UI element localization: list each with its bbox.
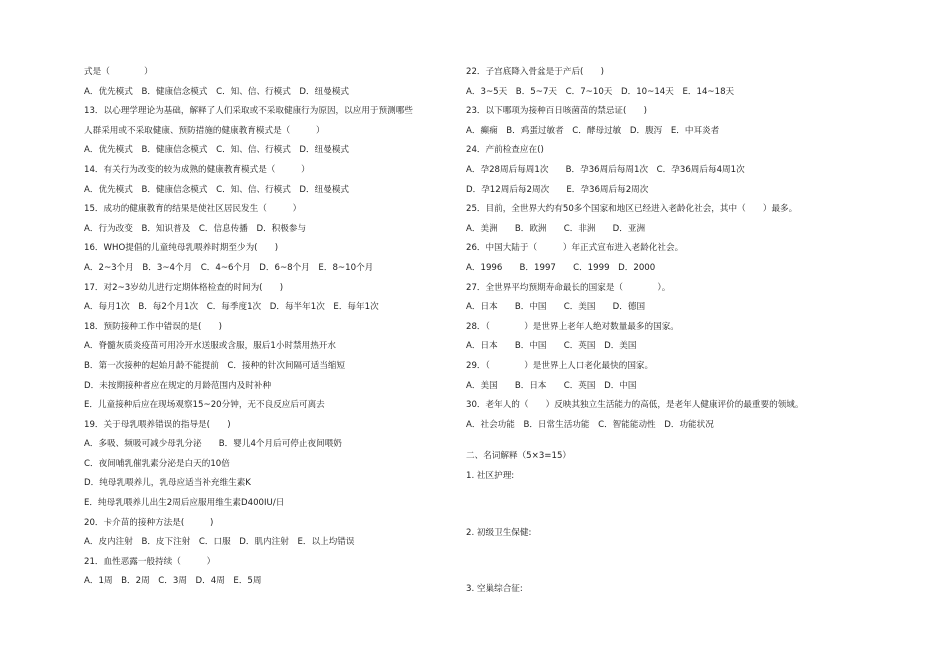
term-item: 2. 初级卫生保健: xyxy=(466,528,532,539)
text-line: 18．预防接种工作中错误的是( ) xyxy=(84,321,222,332)
text-line: A．行为改变 B．知识普及 C．信息传播 D．积极参与 xyxy=(84,223,307,234)
text-line: A．优先模式 B．健康信念模式 C．知、信、行模式 D．纽曼模式 xyxy=(84,86,350,97)
text-line: A．日本 B．中国 C．英国 D．美国 xyxy=(466,341,637,352)
text-line: 27．全世界平均预期寿命最长的国家是（ ）。 xyxy=(466,282,671,293)
text-line: D．未按期接种者应在规定的月龄范围内及时补种 xyxy=(84,380,272,391)
text-line: A．每月1次 B．每2个月1次 C．每季度1次 D．每半年1次 E．每年1次 xyxy=(84,302,379,313)
text-line: A．优先模式 B．健康信念模式 C．知、信、行模式 D．纽曼模式 xyxy=(84,145,350,156)
text-line: 17．对2~3岁幼儿进行定期体格检查的时间为( ) xyxy=(84,282,284,293)
text-line: 23．以下哪项为接种百日咳菌苗的禁忌证( ) xyxy=(466,106,647,117)
text-line: D．纯母乳喂养儿，乳母应适当补充维生素K xyxy=(84,478,251,489)
term-item: 1. 社区护理: xyxy=(466,470,515,481)
text-line: B．第一次接种的起始月龄不能提前 C．接种的针次间隔可适当缩短 xyxy=(84,360,346,371)
text-line: 15．成功的健康教育的结果是使社区居民发生（ ） xyxy=(84,204,302,215)
text-line: 19．关于母乳喂养错误的指导是( ) xyxy=(84,419,231,430)
text-line: A．脊髓灰质炎疫苗可用冷开水送服或含服，服后1小时禁用热开水 xyxy=(84,341,336,352)
term-item: 3. 空巢综合征: xyxy=(466,584,523,595)
text-line: A．美洲 B．欧洲 C．非洲 D．亚洲 xyxy=(466,223,646,234)
text-line: A．1周 B．2周 C．3周 D．4周 E．5周 xyxy=(84,576,262,587)
text-line: 26．中国大陆于（ ）年正式宣布进入老龄化社会。 xyxy=(466,243,684,254)
text-line: C．夜间哺乳催乳素分泌是白天的10倍 xyxy=(84,458,230,469)
text-line: 16．WHO提倡的儿童纯母乳喂养时期至少为( ) xyxy=(84,243,279,254)
text-line: 29．（ ）是世界上人口老化最快的国家。 xyxy=(466,360,654,371)
text-line: 30．老年人的（ ）反映其独立生活能力的高低，是老年人健康评价的最重要的领域。 xyxy=(466,400,804,411)
text-line: 13．以心理学理论为基础，解释了人们采取或不采取健康行为原因，以应用于预测哪些 xyxy=(84,106,413,117)
text-line: A．皮内注射 B．皮下注射 C．口服 D．肌内注射 E．以上均错误 xyxy=(84,537,355,548)
text-line: D．孕12周后每2周次 E．孕36周后每2周次 xyxy=(466,184,649,195)
text-line: 14．有关行为改变的较为成熟的健康教育模式是（ ） xyxy=(84,164,310,175)
text-line: A．3~5天 B．5~7天 C．7~10天 D．10~14天 E．14~18天 xyxy=(466,86,735,97)
text-line: E．纯母乳喂养儿出生2周后应服用维生素D400IU/日 xyxy=(84,498,285,509)
text-line: A．1996 B．1997 C．1999 D．2000 xyxy=(466,262,656,273)
left-column xyxy=(84,63,454,592)
text-line: 28．（ ）是世界上老年人绝对数量最多的国家。 xyxy=(466,321,679,332)
text-line: 24．产前检查应在() xyxy=(466,145,544,156)
text-line: 22．子宫底降入骨盆是于产后( ) xyxy=(466,67,604,77)
text-line: A．优先模式 B．健康信念模式 C．知、信、行模式 D．纽曼模式 xyxy=(84,184,350,195)
text-line: A．日本 B．中国 C．美国 D．德国 xyxy=(466,302,646,313)
text-line: 20．卡介苗的接种方法是( ) xyxy=(84,517,214,528)
text-line: A．孕28周后每周1次 B．孕36周后每周1次 C．孕36周后每4周1次 xyxy=(466,164,745,175)
text-line: 人群采用或不采取健康、预防措施的健康教育模式是（ ） xyxy=(84,125,325,136)
text-line: 式是（ ） xyxy=(84,67,153,77)
text-line: 25．目前，全世界大约有50多个国家和地区已经进入老龄化社会，其中（ ）最多。 xyxy=(466,204,798,215)
text-line: A．多吸、频吸可减少母乳分泌 B．婴儿4个月后可停止夜间喂奶 xyxy=(84,439,342,450)
text-line: A．美国 B．日本 C．英国 D．中国 xyxy=(466,380,637,391)
answer-space xyxy=(466,486,846,524)
right-column xyxy=(466,63,846,600)
answer-space xyxy=(466,544,846,580)
section-title: 二、名词解释（5×3=15） xyxy=(466,451,572,462)
text-line: E．儿童接种后应在现场观察15~20分钟，无不良反应后可离去 xyxy=(84,400,325,411)
text-line: 21．血性恶露一般持续（ ） xyxy=(84,556,216,567)
text-line: A．社会功能 B．日常生活功能 C．智能能动性 D．功能状况 xyxy=(466,419,714,430)
text-line: A．2~3个月 B．3~4个月 C．4~6个月 D．6~8个月 E．8~10个月 xyxy=(84,262,374,273)
text-line: A．癫痫 B．鸡蛋过敏者 C．酵母过敏 D．腹泻 E．中耳炎者 xyxy=(466,125,720,136)
